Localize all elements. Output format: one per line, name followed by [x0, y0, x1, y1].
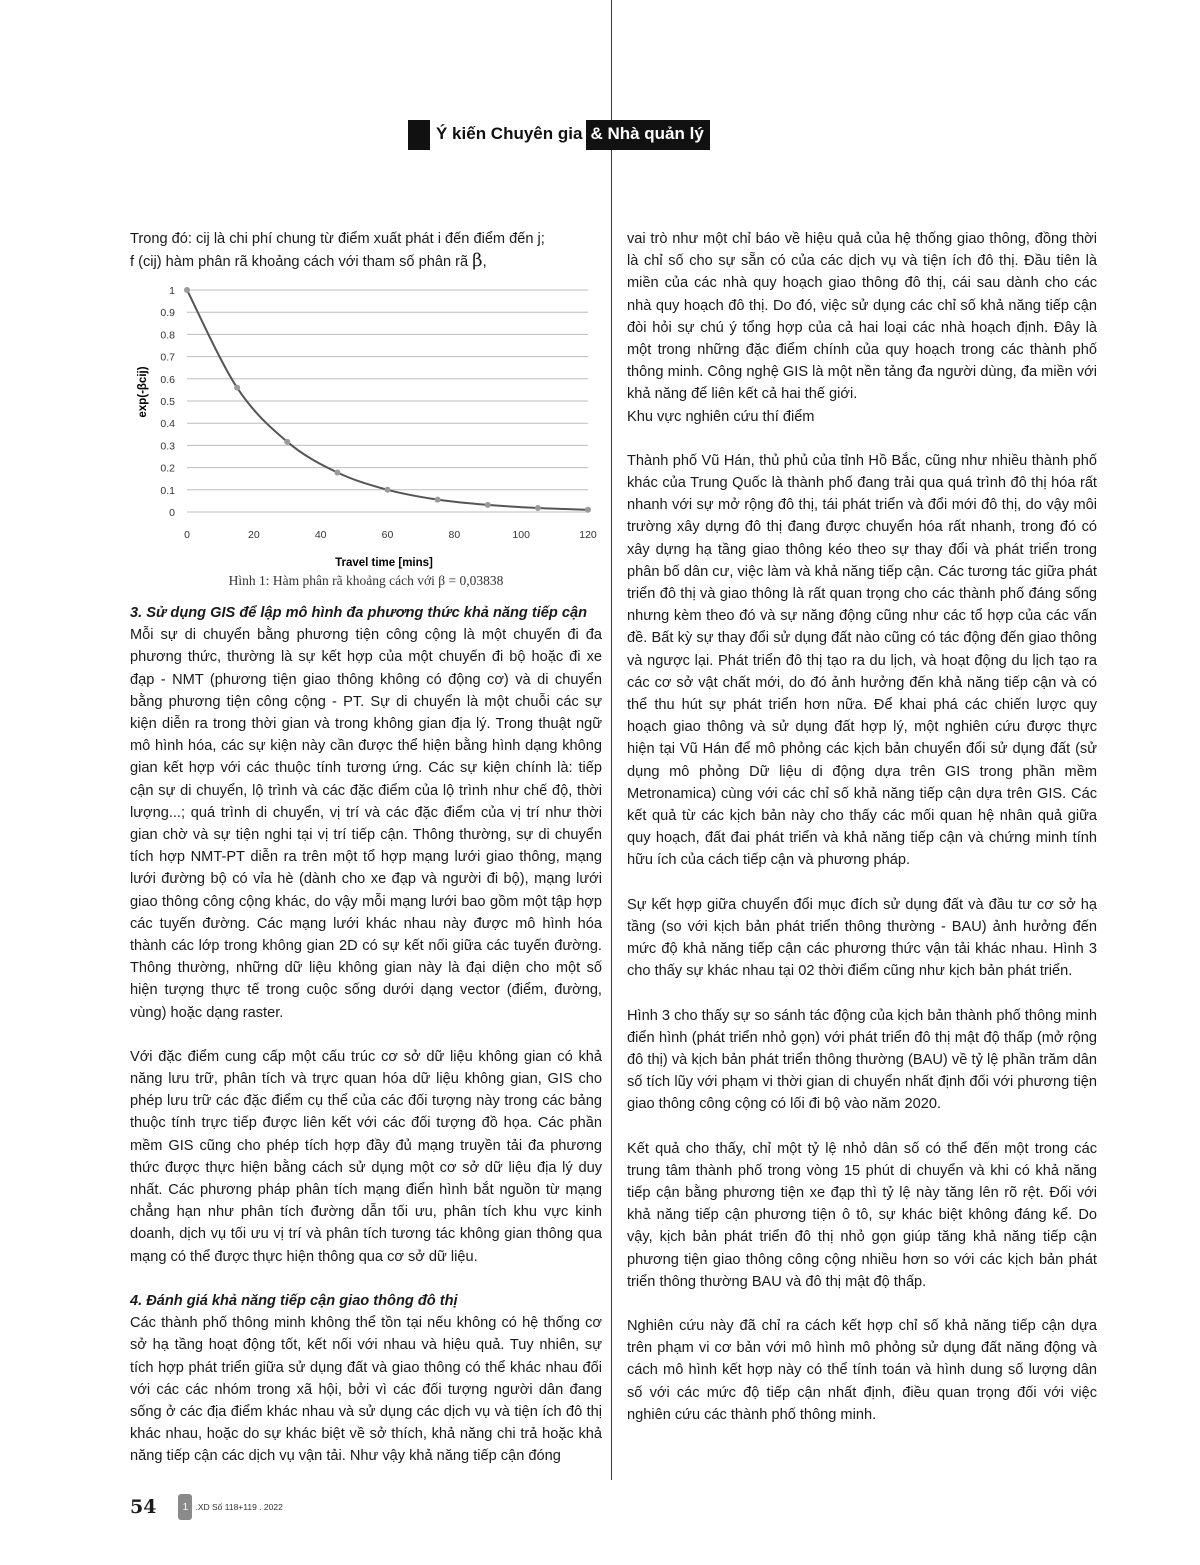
- y-tick-1: 0.1: [160, 484, 175, 497]
- study-area-subheading: Khu vực nghiên cứu thí điểm: [627, 408, 815, 425]
- x-tick-4: 80: [448, 529, 461, 541]
- beta-symbol: β: [472, 250, 483, 272]
- right-column-body: [627, 228, 1097, 1426]
- y-tick-10: 1: [169, 285, 175, 297]
- x-tick-2: 40: [314, 529, 327, 541]
- distance-decay-chart: [130, 276, 610, 576]
- x-tick-0: 0: [184, 529, 190, 541]
- right-paragraph-4: Hình 3 cho thấy sự so sánh tác động của kịch bản thành phố thông minh điển hình (phát triển nhỏ gọn) với phát triển đô thị mật độ thấp (mở rộng đô thị) và kịch bản phát triển thông thường (BAU) về tỷ lệ phần trăm dân số tích lũy với phạm vi thời gian di chuyển nhất định đối với phương tiện giao thông công cộng có lối đi bộ vào năm 2020.: [627, 1007, 1097, 1113]
- data-point-3: [334, 469, 340, 475]
- left-column-body: [130, 602, 602, 1468]
- right-paragraph-2: Thành phố Vũ Hán, thủ phủ của tỉnh Hồ Bắc, cũng như nhiều thành phố khác của Trung Quốc là thành phố đang trải qua quá trình đô thị hóa rất nhanh với sự mở rộng đô thị, tái phát triển và đổi mới đô thị, do vậy môi trường xây dựng đô thị đang được chuyển hóa rất nhanh, trong đó có xây dựng hạ tầng giao thông kéo theo sự thay đổi và phát triển trong phân bố dân cư, việc làm và khả năng tiếp cận. Các tương tác giữa phát triển đô thị và giao thông là rất quan trọng cho các thành phố đáng sống nhưng kèm theo đó và sự năng động cũng như các tổ hợp của các vấn đề. Bất kỳ sự thay đổi sử dụng đất nào cũng có tác động đến giao thông và ngược lại. Phát triển đô thị tạo ra du lịch, và hoạt động du lịch tạo ra các cơ sở vật chất mới, do đó ảnh hưởng đến khả năng tiếp cận và có thể thu hút sự phát triển hơn nữa. Để khai phá các chiến lược quy hoạch giao thông và sử dụng đất hợp lý, một nghiên cứu được thực hiện tại Vũ Hán để mô phỏng các kịch bản chuyển đổi sử dụng đất (sử dụng mô phỏng Dữ liệu di động dựa trên GIS trong phần mềm Metronamica) cùng với các chỉ số khả năng tiếp cận dựa trên GIS. Các kết quả từ các kịch bản này cho thấy các mối quan hệ nhân quả giữa quy hoạch, đất đai phát triển và khả năng tiếp cận và chứng minh tính hữu ích của cách tiếp cận và phương pháp.: [627, 452, 1097, 869]
- data-point-4: [385, 487, 391, 493]
- formula-line-2-end: ,: [482, 254, 487, 271]
- y-tick-9: 0.9: [160, 307, 175, 320]
- right-paragraph-6: Nghiên cứu này đã chỉ ra cách kết hợp chỉ số khả năng tiếp cận dựa trên phạm vi cơ bản với mô hình mô phỏng sử dụng đất năng động và cách mô hình kết hợp này có thể tính toán và hình dung số lượng dân số với các mức độ tiếp cận nhất định, điều quan trọng đối với việc nghiên cứu các thành phố thông minh.: [627, 1317, 1097, 1423]
- y-tick-8: 0.8: [160, 329, 175, 342]
- section-4-paragraph-1: Các thành phố thông minh không thể tồn tại nếu không có hệ thống cơ sở hạ tầng hoạt động tốt, kết nối với nhau và hiệu quả. Tuy nhiên, sự tích hợp phát triển giữa sử dụng đất và giao thông có thể khác nhau đối với các các nhóm trong xã hội, bởi vì các đối tượng người dân đang sống ở các địa điểm khác nhau và sử dụng các dịch vụ và tiện ích đô thị khác nhau, hoặc do sự khác biệt về sở thích, khả năng chi trả hoặc khả năng tiếp cận các dịch vụ vận tải. Như vậy khả năng tiếp cận đóng: [130, 1315, 602, 1465]
- y-axis-label: exp(-βcij): [137, 366, 149, 418]
- x-axis-label: Travel time [mins]: [335, 557, 433, 569]
- data-point-8: [585, 507, 591, 513]
- formula-line-2: [130, 250, 590, 273]
- data-point-1: [234, 385, 240, 391]
- data-point-6: [485, 502, 491, 508]
- figure-caption: Hình 1: Hàm phân rã khoảng cách với β = 0,03838: [228, 573, 504, 588]
- x-tick-5: 100: [512, 529, 530, 541]
- right-paragraph-5: Kết quả cho thấy, chỉ một tỷ lệ nhỏ dân số có thể đến một trong các trung tâm thành phố trong vòng 15 phút di chuyển và khi có khả năng tiếp cận bằng phương tiện xe đạp thì tỷ lệ này tăng lên rõ rệt. Đối với khả năng tiếp cận phương tiện ô tô, sự khác biệt không đáng kể. Do vậy, kịch bản phát triển đô thị nhỏ gọn giúp tăng khả năng tiếp cận phương tiện giao thông công cộng nhiều hơn so với các kịch bản phát triển thông thường BAU và đô thị mật độ thấp.: [627, 1140, 1097, 1290]
- data-point-5: [435, 497, 441, 503]
- series-line: [187, 290, 588, 510]
- x-tick-3: 60: [381, 529, 394, 541]
- y-tick-0: 0: [169, 507, 175, 519]
- section-4-heading: 4. Đánh giá khả năng tiếp cận giao thông đô thị: [130, 1292, 458, 1309]
- formula-description: [130, 228, 590, 273]
- y-tick-3: 0.3: [160, 440, 175, 453]
- header-title: Ý kiến Chuyên gia: [436, 124, 583, 143]
- section-3-paragraph-1: Mỗi sự di chuyển bằng phương tiện công cộng là một chuyến đi đa phương thức, thường là sự kết hợp của một chuyến đi bộ hoặc đi xe đạp - NMT (phương tiện giao thông không có động cơ) và di chuyển bằng phương tiện công cộng - PT. Sự di chuyển là một chuỗi các sự kiện diễn ra trong thời gian và trong không gian địa lý. Trong thuật ngữ mô hình hóa, các sự kiện này cần được thể hiện bằng hình dạng không gian kết hợp với các thuộc tính tương ứng. Các sự kiện chính là: tiếp cận sự di chuyển, lộ trình và các đặc điểm của lộ trình như chế độ, thời lượng...; quá trình di chuyển, vị trí và các đặc điểm của vị trí như thời gian chờ và sự tiện nghi tại vị trí tiếp cận. Thông thường, sự di chuyển tích hợp NMT-PT diễn ra trên một tổ hợp mạng lưới giao thông, mạng lưới đường bộ có vỉa hè (dành cho xe đạp và người đi bộ), mạng lưới giao thông công cộng khác, do vậy mỗi mạng lưới bao gồm một tập hợp các tuyến đường. Các mạng lưới khác nhau này được mô hình hóa thành các lớp trong không gian 2D có sự kết nối giữa các tuyến đường. Thông thường, những dữ liệu không gian này là đại diện cho một số hiện tượng thực tế trong cuộc sống dưới dạng vector (điểm, đường, vùng) hoặc dạng raster.: [130, 627, 602, 1021]
- x-tick-1: 20: [247, 529, 260, 541]
- issue-info: .XD Số 118+119 . 2022: [195, 1502, 283, 1512]
- y-tick-4: 0.4: [160, 418, 175, 431]
- header-bar: [408, 120, 430, 150]
- data-point-0: [184, 287, 190, 293]
- formula-line-2-text: f (cij) hàm phân rã khoảng cách với tham số phân rã: [130, 254, 473, 271]
- right-paragraph-3: Sự kết hợp giữa chuyển đổi mục đích sử dụng đất và đầu tư cơ sở hạ tầng (so với kịch bản phát triển thông thường - BAU) ảnh hưởng đến mức độ khả năng tiếp cận các phương thức vận tải khác nhau. Hình 3 cho thấy sự khác nhau tại 02 thời điểm cũng như kịch bản phát triển.: [627, 896, 1097, 980]
- y-tick-labels: [160, 285, 175, 519]
- data-point-2: [284, 439, 290, 445]
- column-divider: [611, 0, 612, 1480]
- section-header: [408, 120, 710, 150]
- journal-logo: 1: [178, 1494, 192, 1520]
- page-number: 54: [130, 1496, 157, 1518]
- y-tick-2: 0.2: [160, 462, 175, 475]
- y-tick-7: 0.7: [160, 351, 175, 364]
- right-paragraph-1: vai trò như một chỉ báo về hiệu quả của hệ thống giao thông, đồng thời là chỉ số cho sự sẵn có của các dịch vụ và tiện ích đô thị. Đầu tiên là miền của các nhà quy hoạch giao thông đô thị, cái sau dành cho các nhà quy hoạch đô thị. Do đó, việc sử dụng các chỉ số khả năng tiếp cận đòi hỏi sự chú ý tổng hợp của cả hai loại các nhà hoạch định. Đây là một trong những đặc điểm chính của quy hoạch trong các thành phố thông minh. Công nghệ GIS là một nền tảng đa người dùng, đa miền với khả năng để liên kết cả hai thế giới.: [627, 231, 1097, 403]
- formula-line-1: Trong đó: cij là chi phí chung từ điểm xuất phát i đến điểm đến j;: [130, 231, 545, 247]
- section-3-paragraph-2: Với đặc điểm cung cấp một cấu trúc cơ sở dữ liệu không gian có khả năng lưu trữ, phân tích và trực quan hóa dữ liệu không gian, GIS cho phép lưu trữ các đặc điểm cụ thể của các đối tượng này trong các bảng thuộc tính trực tiếp được liên kết với các đối tượng đồ họa. Các phần mềm GIS cũng cho phép tích hợp đầy đủ mạng truyền tải đa phương thức được thực hiện bằng cách sử dụng một cơ sở dữ liệu địa lý duy nhất. Các phương pháp phân tích mạng điển hình bắt nguồn từ mạng chẳng hạn như phân tích đường dẫn tối ưu, phân tích khu vực kinh doanh, dịch vụ tối ưu vị trí và phân tích tương tác không gian thông qua mạng có thể được thực hiện thông qua cơ sở dữ liệu.: [130, 1048, 602, 1265]
- x-tick-6: 120: [579, 529, 597, 541]
- page-footer: [130, 1494, 283, 1520]
- x-tick-labels: [184, 529, 597, 541]
- section-3-heading: 3. Sử dụng GIS để lập mô hình đa phương thức khả năng tiếp cận: [130, 605, 588, 621]
- y-tick-5: 0.5: [160, 396, 175, 408]
- y-tick-6: 0.6: [160, 373, 175, 386]
- data-point-7: [535, 505, 541, 511]
- header-title-highlight: & Nhà quản lý: [586, 120, 709, 150]
